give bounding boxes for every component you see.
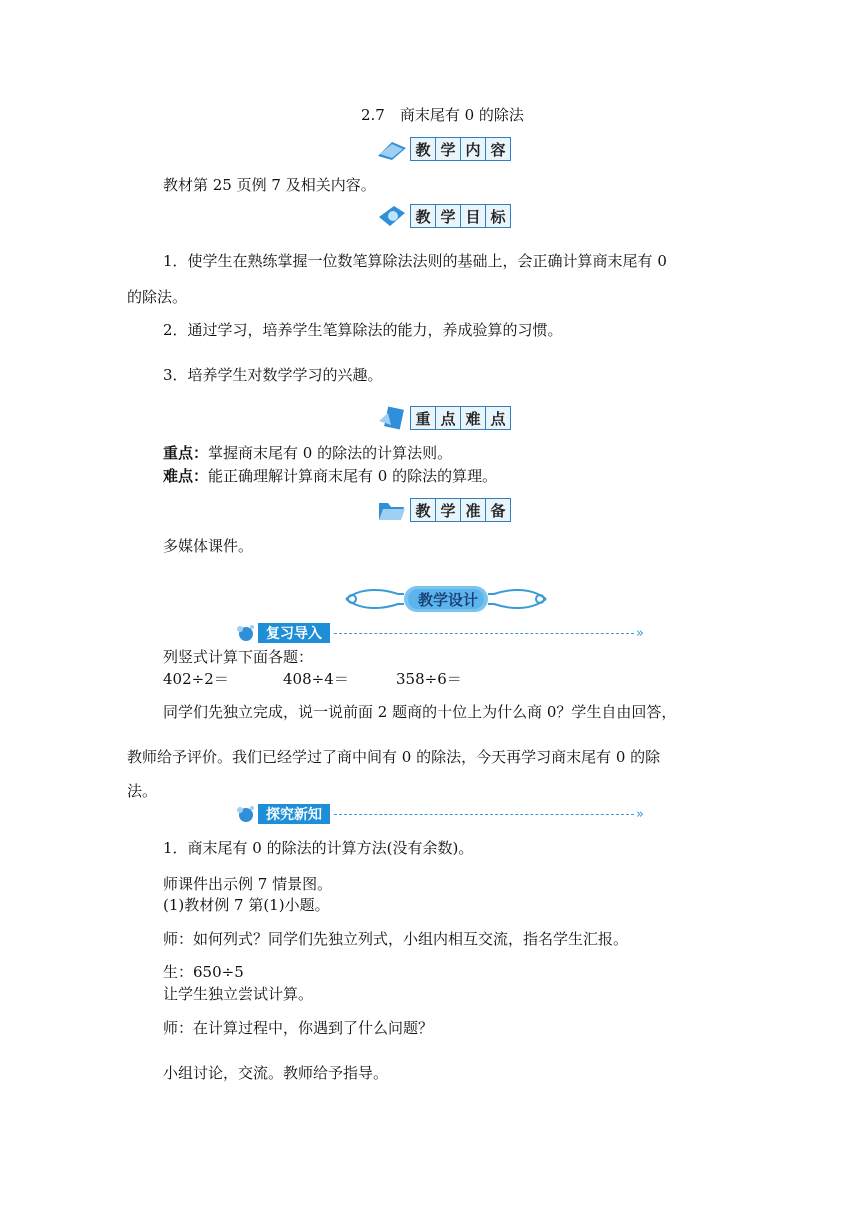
badge-char: 内 [461,138,486,160]
explore-line-2: 师课件出示例 7 情景图。 [163,875,333,893]
double-chevron-right-icon: » [636,625,644,641]
review-tag-label: 复习导入 [258,623,330,643]
explore-line-5: 生：650÷5 [163,963,244,981]
section-tag-explore [232,804,644,824]
badge-char: 学 [436,138,461,160]
badge-char: 点 [436,407,461,429]
badge-char: 容 [490,140,506,159]
badge-char: 重 [411,407,436,429]
goal-2: 2．通过学习，培养学生笔算除法的能力，养成验算的习惯。 [163,321,563,339]
page-title: 2.7 商末尾有 0 的除法 [361,106,524,124]
badge-char: 点 [490,409,506,428]
key-point-text: 掌握商末尾有 0 的除法的计算法则。 [208,444,453,462]
goal-3: 3．培养学生对数学学习的兴趣。 [163,366,383,384]
section-badge-focus [376,405,511,431]
book-icon [376,136,408,162]
explore-line-4: 师：如何列式？同学们先独立列式，小组内相互交流，指名学生汇报。 [163,930,629,948]
explore-line-3: (1)教材例 7 第(1)小题。 [163,896,330,914]
folder-icon [376,497,408,523]
difficult-point-text: 能正确理解计算商末尾有 0 的除法的算理。 [208,467,498,485]
content-text: 教材第 25 页例 7 及相关内容。 [163,176,376,194]
explore-line-1: 1．商末尾有 0 的除法的计算方法(没有余数)。 [163,839,474,857]
badge-char: 教 [411,205,436,227]
review-question-3: 358÷6＝ [396,670,462,688]
section-tag-review [232,623,644,643]
review-question-1: 402÷2＝ [163,670,229,688]
explore-line-6: 让学生独立尝试计算。 [163,985,314,1003]
badge-char: 学 [436,499,461,521]
goal-1-line-1: 1．使学生在熟练掌握一位数笔算除法法则的基础上，会正确计算商末尾有 0 [163,252,667,270]
explore-line-8: 小组讨论，交流。教师给予指导。 [163,1064,389,1082]
double-chevron-right-icon: » [636,806,644,822]
key-point-label: 重点： [163,444,209,462]
dashed-divider [334,814,634,815]
review-paragraph-line-3: 法。 [127,782,158,800]
target-icon [376,203,408,229]
note-icon [376,405,408,431]
explore-line-7: 师：在计算过程中，你遇到了什么问题？ [163,1019,434,1037]
section-badge-prep [376,497,511,523]
review-paragraph-line-2: 教师给予评价。我们已经学过了商中间有 0 的除法，今天再学习商末尾有 0 的除 [127,748,661,766]
difficult-point [163,466,497,486]
badge-char: 准 [461,499,486,521]
key-point [163,443,452,463]
design-banner-title: 教学设计 [417,590,478,609]
section-badge-goals [376,203,511,229]
review-paragraph-line-1: 同学们先独立完成，说一说前面 2 题商的十位上为什么商 0？学生自由回答， [163,703,677,721]
sparkle-icon [232,623,258,643]
badge-char: 标 [490,207,506,226]
goal-1-line-2: 的除法。 [127,288,188,306]
section-badge-content [376,136,511,162]
badge-char: 难 [461,407,486,429]
badge-char: 教 [411,138,436,160]
review-intro: 列竖式计算下面各题： [163,648,314,666]
dashed-divider [334,633,634,634]
badge-char: 教 [411,499,436,521]
badge-char: 备 [490,501,506,520]
badge-char: 学 [436,205,461,227]
review-question-2: 408÷4＝ [283,670,349,688]
prep-text: 多媒体课件。 [163,537,254,555]
badge-char: 目 [461,205,486,227]
explore-tag-label: 探究新知 [258,804,330,824]
sparkle-icon [232,804,258,824]
difficult-point-label: 难点： [163,467,209,485]
